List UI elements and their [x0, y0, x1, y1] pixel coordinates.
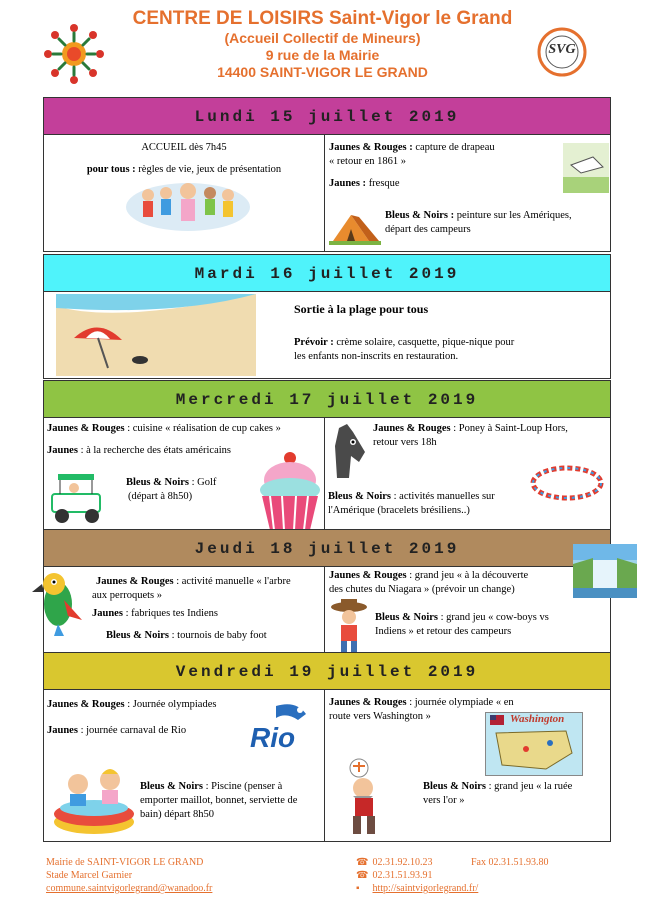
bn-text-2: Indiens » et retour des campeurs — [375, 626, 512, 637]
bn-label: Bleus & Noirs — [106, 630, 169, 641]
jeudi-right-cell — [324, 566, 611, 654]
bn-text-2: l'Amérique (bracelets brésiliens..) — [328, 505, 470, 516]
page-title: CENTRE DE LOISIRS Saint-Vigor le Grand — [132, 8, 513, 29]
jr-text-2: retour vers 18h — [373, 437, 437, 448]
beach-umbrella-icon — [56, 294, 256, 376]
jr-label: Jaunes & Rouges — [329, 697, 407, 708]
jr-text: capture de drapeau — [412, 142, 495, 153]
footer-right — [356, 856, 616, 895]
j-label: Jaunes — [92, 608, 123, 619]
jr-text: : grand jeu « à la découverte — [406, 570, 529, 581]
footer-url[interactable]: http://saintvigorlegrand.fr/ — [372, 883, 479, 894]
j-text: fresque — [366, 178, 400, 189]
city-line: 14400 SAINT-VIGOR LE GRAND — [217, 64, 428, 80]
jr-text: : activité manuelle « l'arbre — [173, 576, 291, 587]
jr-label: Jaunes & Rouges — [329, 570, 407, 581]
bn-label: Bleus & Noirs : — [385, 210, 455, 221]
phone-icon: ☎ — [356, 857, 369, 868]
bn-label: Bleus & Noirs — [328, 491, 391, 502]
bn-label: Bleus & Noirs — [375, 612, 438, 623]
children-group-icon — [124, 175, 252, 233]
jr-text: : cuisine « réalisation de cup cakes » — [124, 423, 281, 434]
mardi-cell — [43, 291, 611, 379]
jr-label: Jaunes & Rouges — [373, 423, 451, 434]
day-header-mercredi: Mercredi 17 juillet 2019 — [43, 380, 611, 418]
jr-label: Jaunes & Rouges — [47, 423, 125, 434]
mercredi-left-cell — [43, 417, 325, 534]
j-text: : journée carnaval de Rio — [77, 725, 187, 736]
address-line: 9 rue de la Mairie — [265, 47, 380, 63]
jr-label: Jaunes & Rouges : — [329, 142, 413, 153]
footer-tel2: 02.31.51.93.91 — [372, 870, 433, 881]
day-header-lundi: Lundi 15 juillet 2019 — [43, 97, 611, 135]
prevoir-text-2: les enfants non-inscrits en restauration. — [294, 351, 459, 362]
bn-text-2: (départ à 8h50) — [128, 491, 193, 502]
bn-label: Bleus & Noirs — [140, 781, 203, 792]
rio-logo — [246, 700, 324, 758]
prevoir-label: Prévoir : — [294, 337, 334, 348]
bn-text: : grand jeu « cow-boys vs — [438, 612, 549, 623]
bn-text-2: vers l'or » — [423, 795, 465, 806]
jr-text: : Poney à Saint-Loup Hors, — [450, 423, 568, 434]
flag-capture-icon — [563, 143, 609, 193]
footer-tel1: 02.31.92.10.23 — [372, 857, 433, 868]
jr-text-2: route vers Washington » — [329, 711, 431, 722]
sortie-text: Sortie à la plage pour tous — [294, 302, 429, 316]
cupcake-icon — [256, 448, 324, 532]
pour-tous-label: pour tous : — [86, 164, 136, 175]
j-text: : fabriques tes Indiens — [122, 608, 218, 619]
seal-letters: SVG — [548, 42, 576, 57]
bracelet-icon — [529, 462, 605, 504]
jr-text: : journée olympiade « en — [406, 697, 514, 708]
jr-text-2: aux perroquets » — [92, 590, 162, 601]
bn-text: : tournois de baby foot — [169, 630, 267, 641]
horse-head-icon — [329, 422, 371, 482]
footer-mairie: Mairie de SAINT-VIGOR LE GRAND — [46, 857, 204, 868]
day-header-vendredi: Vendredi 19 juillet 2019 — [43, 652, 611, 690]
j-text: : à la recherche des états américains — [77, 445, 231, 456]
sun-children-logo-icon — [40, 20, 108, 88]
golf-cart-icon — [48, 466, 108, 528]
jr-text-2: des chutes du Niagara » (prévoir un change) — [329, 584, 515, 595]
camping-tent-icon — [329, 207, 381, 245]
bn-text: peinture sur les Amériques, — [454, 210, 572, 221]
niagara-falls-icon — [573, 544, 637, 598]
rio-text: Rio — [250, 722, 296, 753]
day-header-mardi: Mardi 16 juillet 2019 — [43, 254, 611, 292]
prevoir-text: crème solaire, casquette, pique-nique pour — [333, 337, 515, 348]
bn-text-2: emporter maillot, bonnet, serviette de — [140, 795, 298, 806]
bn-text: : activités manuelles sur — [391, 491, 495, 502]
svg-seal-logo — [531, 27, 593, 77]
lundi-right-cell — [324, 134, 611, 252]
washington-map — [485, 712, 583, 776]
footer-left — [46, 856, 212, 895]
jr-text: : Journée olympiades — [124, 699, 217, 710]
cowboy-icon — [327, 597, 371, 653]
bn-label: Bleus & Noirs — [126, 477, 189, 488]
lundi-left-cell — [43, 134, 325, 252]
jr-label: Jaunes & Rouges — [96, 576, 174, 587]
day-header-jeudi: Jeudi 18 juillet 2019 — [43, 529, 611, 567]
kids-pool-icon — [52, 764, 136, 836]
parrot-icon — [24, 570, 88, 638]
j-label: Jaunes — [47, 725, 78, 736]
accueil-text: ACCUEIL dès 7h45 — [141, 142, 227, 153]
footer-stade: Stade Marcel Garnier — [46, 870, 133, 881]
j-label: Jaunes : — [329, 178, 367, 189]
map-title: Washington — [510, 713, 565, 725]
bn-text: : grand jeu « la ruée — [486, 781, 573, 792]
bn-text: : Piscine (penser à — [203, 781, 283, 792]
vendredi-right-cell — [324, 689, 611, 842]
vendredi-left-cell — [43, 689, 325, 842]
footer-email[interactable]: commune.saintvigorlegrand@wanadoo.fr — [46, 883, 213, 894]
gold-miner-icon — [333, 756, 393, 836]
pour-tous-text: règles de vie, jeux de présentation — [135, 164, 282, 175]
footer-fax: Fax 02.31.51.93.80 — [471, 857, 549, 868]
mercredi-right-cell — [324, 417, 611, 534]
bn-label: Bleus & Noirs — [423, 781, 486, 792]
page-subtitle: (Accueil Collectif de Mineurs) — [224, 30, 421, 46]
jr-text-2: « retour en 1861 » — [329, 156, 406, 167]
bn-text: : Golf — [189, 477, 217, 488]
j-label: Jaunes — [47, 445, 78, 456]
jr-label: Jaunes & Rouges — [47, 699, 125, 710]
link-icon: ▪ — [356, 883, 360, 894]
bn-text-2: départ des campeurs — [385, 224, 471, 235]
bn-text-3: bain) départ 8h50 — [140, 809, 215, 820]
phone-icon: ☎ — [356, 870, 369, 881]
